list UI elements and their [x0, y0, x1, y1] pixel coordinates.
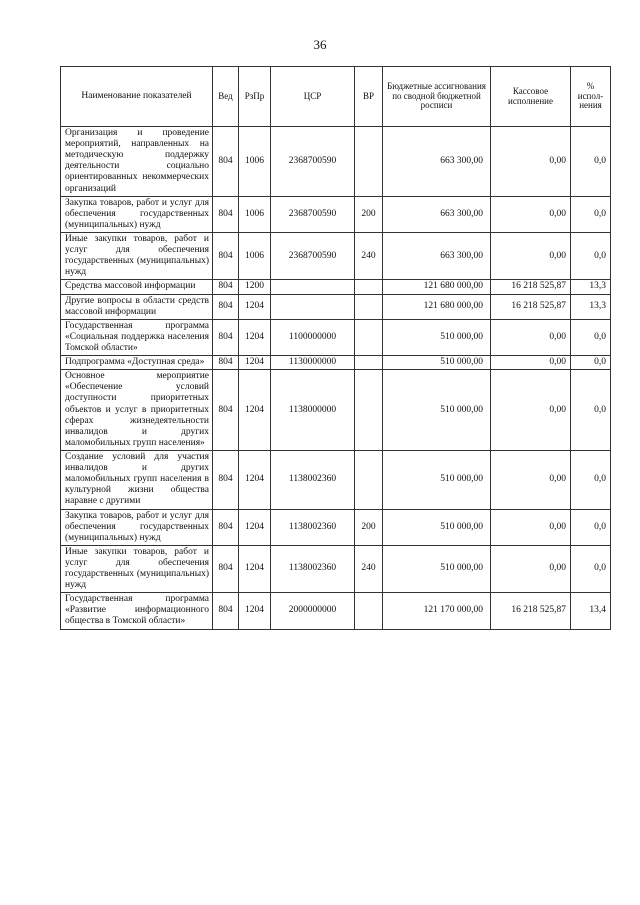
- row-percent: 13,3: [571, 280, 611, 294]
- row-csr: 1130000000: [271, 356, 355, 370]
- row-cash: 0,00: [491, 450, 571, 509]
- row-rzpr: 1204: [239, 545, 271, 592]
- table-body: [61, 127, 611, 630]
- row-ved: 804: [213, 280, 239, 294]
- row-vr: [355, 127, 383, 197]
- row-cash: 0,00: [491, 196, 571, 232]
- row-csr: 2000000000: [271, 593, 355, 629]
- row-budget: 510 000,00: [383, 319, 491, 355]
- page-number: 36: [313, 37, 327, 52]
- row-ved: 804: [213, 509, 239, 545]
- row-csr: 2368700590: [271, 232, 355, 279]
- row-rzpr: 1006: [239, 196, 271, 232]
- row-csr: [271, 280, 355, 294]
- row-rzpr: 1204: [239, 356, 271, 370]
- row-percent: 0,0: [571, 232, 611, 279]
- budget-table: [60, 66, 611, 630]
- row-cash: 0,00: [491, 232, 571, 279]
- row-budget: 121 680 000,00: [383, 294, 491, 319]
- row-ved: 804: [213, 450, 239, 509]
- header-budget: Бюджетные ассигнования по сводной бюджетной росписи: [383, 67, 491, 127]
- row-budget: 510 000,00: [383, 356, 491, 370]
- row-csr: 1138002360: [271, 509, 355, 545]
- row-csr: [271, 294, 355, 319]
- row-cash: 0,00: [491, 356, 571, 370]
- row-percent: 13,4: [571, 593, 611, 629]
- row-cash: 16 218 525,87: [491, 593, 571, 629]
- row-vr: [355, 319, 383, 355]
- row-vr: [355, 280, 383, 294]
- row-rzpr: 1204: [239, 370, 271, 451]
- row-percent: 0,0: [571, 319, 611, 355]
- row-budget: 510 000,00: [383, 370, 491, 451]
- row-vr: 200: [355, 509, 383, 545]
- row-ved: 804: [213, 319, 239, 355]
- row-csr: 1100000000: [271, 319, 355, 355]
- row-cash: 0,00: [491, 319, 571, 355]
- row-cash: 0,00: [491, 545, 571, 592]
- row-rzpr: 1200: [239, 280, 271, 294]
- row-percent: 13,3: [571, 294, 611, 319]
- header-percent: % испол- нения: [571, 67, 611, 127]
- row-csr: 1138002360: [271, 545, 355, 592]
- row-ved: 804: [213, 232, 239, 279]
- table-header-row: [61, 67, 611, 127]
- row-cash: 0,00: [491, 509, 571, 545]
- row-cash: 0,00: [491, 370, 571, 451]
- table-row: [61, 356, 611, 370]
- row-csr: 1138000000: [271, 370, 355, 451]
- row-budget: 510 000,00: [383, 545, 491, 592]
- row-ved: 804: [213, 294, 239, 319]
- table-row: [61, 280, 611, 294]
- header-csr: ЦСР: [271, 67, 355, 127]
- row-ved: 804: [213, 356, 239, 370]
- row-vr: [355, 450, 383, 509]
- row-csr: 2368700590: [271, 196, 355, 232]
- table-row: [61, 450, 611, 509]
- table-row: [61, 370, 611, 451]
- table-row: [61, 593, 611, 629]
- row-percent: 0,0: [571, 450, 611, 509]
- row-budget: 663 300,00: [383, 196, 491, 232]
- row-vr: 240: [355, 545, 383, 592]
- row-name: Подпрограмма «Доступная среда»: [61, 356, 213, 370]
- row-budget: 663 300,00: [383, 232, 491, 279]
- header-ved: Вед: [213, 67, 239, 127]
- row-rzpr: 1006: [239, 127, 271, 197]
- row-rzpr: 1204: [239, 509, 271, 545]
- header-vr: ВР: [355, 67, 383, 127]
- row-name: Другие вопросы в области средств массовой информации: [61, 294, 213, 319]
- table-row: [61, 509, 611, 545]
- row-vr: 200: [355, 196, 383, 232]
- row-budget: 510 000,00: [383, 509, 491, 545]
- row-rzpr: 1204: [239, 593, 271, 629]
- row-vr: [355, 356, 383, 370]
- table-row: [61, 319, 611, 355]
- row-ved: 804: [213, 545, 239, 592]
- row-rzpr: 1204: [239, 319, 271, 355]
- header-rzpr: РзПр: [239, 67, 271, 127]
- row-ved: 804: [213, 196, 239, 232]
- table-row: [61, 232, 611, 279]
- row-ved: 804: [213, 127, 239, 197]
- row-rzpr: 1204: [239, 294, 271, 319]
- row-rzpr: 1204: [239, 450, 271, 509]
- row-name: Создание условий для участия инвалидов и других маломобильных групп населения в культурной жизни общества наравне с другими: [61, 450, 213, 509]
- row-vr: [355, 370, 383, 451]
- row-name: Закупка товаров, работ и услуг для обеспечения государственных (муниципальных) нужд: [61, 196, 213, 232]
- row-cash: 0,00: [491, 127, 571, 197]
- row-ved: 804: [213, 370, 239, 451]
- row-cash: 16 218 525,87: [491, 280, 571, 294]
- row-name: Государственная программа «Развитие информационного общества в Томской области»: [61, 593, 213, 629]
- row-budget: 121 680 000,00: [383, 280, 491, 294]
- row-vr: [355, 294, 383, 319]
- table-row: [61, 294, 611, 319]
- header-name: Наименование показателей: [61, 67, 213, 127]
- row-budget: 510 000,00: [383, 450, 491, 509]
- table-row: [61, 545, 611, 592]
- row-rzpr: 1006: [239, 232, 271, 279]
- row-ved: 804: [213, 593, 239, 629]
- row-vr: 240: [355, 232, 383, 279]
- row-name: Государственная программа «Социальная поддержка населения Томской области»: [61, 319, 213, 355]
- row-percent: 0,0: [571, 196, 611, 232]
- row-name: Закупка товаров, работ и услуг для обеспечения государственных (муниципальных) нужд: [61, 509, 213, 545]
- table-row: [61, 127, 611, 197]
- row-csr: 1138002360: [271, 450, 355, 509]
- row-percent: 0,0: [571, 370, 611, 451]
- row-name: Иные закупки товаров, работ и услуг для обеспечения государственных (муниципальных) нужд: [61, 545, 213, 592]
- row-percent: 0,0: [571, 356, 611, 370]
- row-percent: 0,0: [571, 127, 611, 197]
- table-row: [61, 196, 611, 232]
- row-name: Иные закупки товаров, работ и услуг для обеспечения государственных (муниципальных) нужд: [61, 232, 213, 279]
- row-vr: [355, 593, 383, 629]
- row-percent: 0,0: [571, 509, 611, 545]
- row-name: Основное мероприятие «Обеспечение условий доступности приоритетных объектов и услуг в приоритетных сферах жизнедеятельности инвалидов и других маломобильных групп населения»: [61, 370, 213, 451]
- row-cash: 16 218 525,87: [491, 294, 571, 319]
- row-budget: 663 300,00: [383, 127, 491, 197]
- row-percent: 0,0: [571, 545, 611, 592]
- row-name: Средства массовой информации: [61, 280, 213, 294]
- row-budget: 121 170 000,00: [383, 593, 491, 629]
- row-csr: 2368700590: [271, 127, 355, 197]
- row-name: Организация и проведение мероприятий, направленных на методическую поддержку деятельности социально ориентированных некоммерческих организаций: [61, 127, 213, 197]
- header-cash: Кассовое исполнение: [491, 67, 571, 127]
